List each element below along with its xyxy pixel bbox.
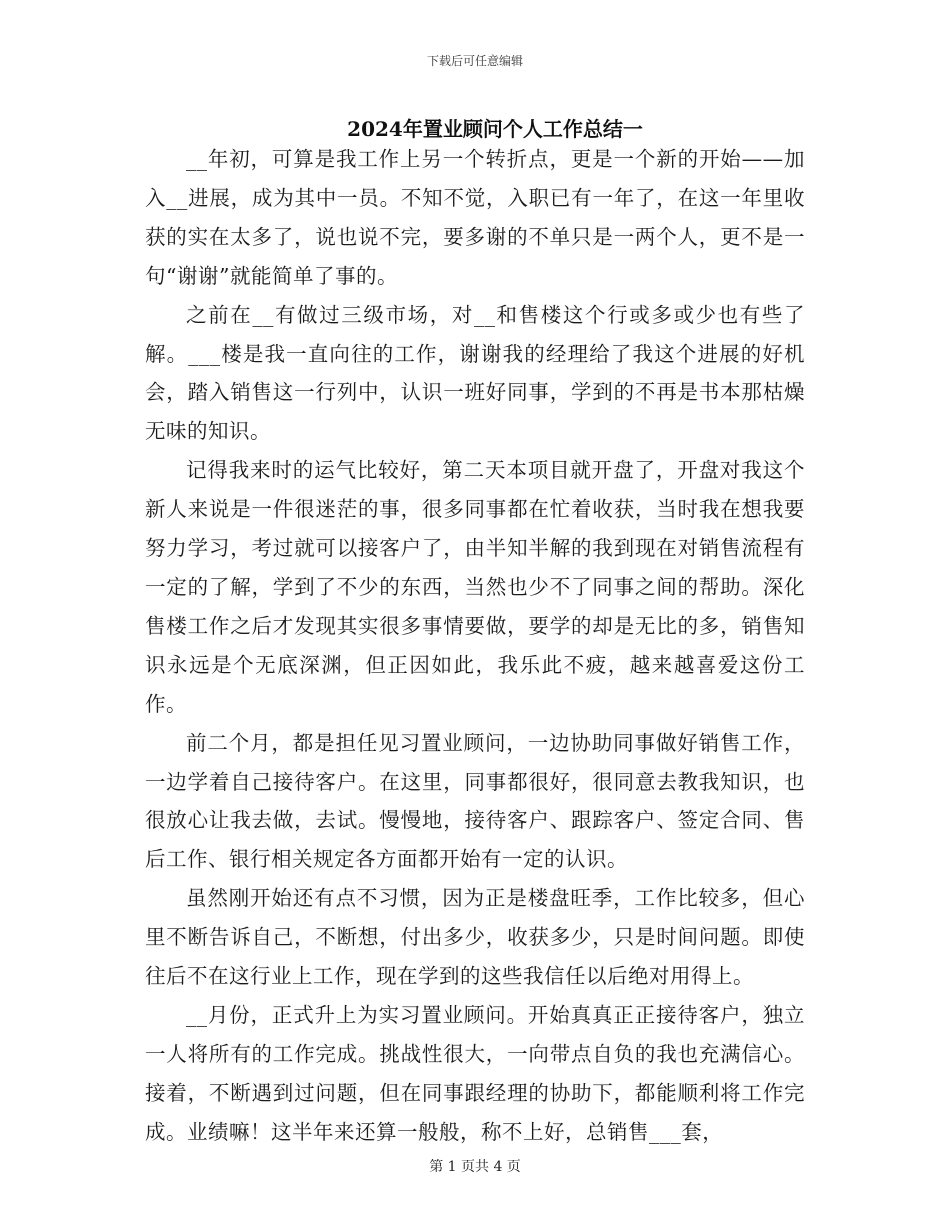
paragraph: 前二个月，都是担任见习置业顾问，一边协助同事做好销售工作，一边学着自己接待客户。在这里，同事都很好，很同意去教我知识，也很放心让我去做，去试。慢慢地，接待客户、跟踪客户、签定合同、售后工作、银行相关规定各方面都开始有一定的认识。: [145, 730, 805, 872]
paragraph: __月份，正式升上为实习置业顾问。开始真真正正接待客户，独立一人将所有的工作完成。挑战性很大，一向带点自负的我也充满信心。接着，不断遇到过问题，但在同事跟经理的协助下，都能顺利将工作完成。业绩嘛！这半年来还算一般般，称不上好，总销售___套，: [145, 1002, 805, 1144]
document-body: [145, 140, 805, 1152]
paragraph: 虽然刚开始还有点不习惯，因为正是楼盘旺季，工作比较多，但心里不断告诉自己，不断想，付出多少，收获多少，只是时间问题。即使往后不在这行业上工作，现在学到的这些我信任以后绝对用得上。: [145, 886, 805, 989]
paragraph: 记得我来时的运气比较好，第二天本项目就开盘了，开盘对我这个新人来说是一件很迷茫的事，很多同事都在忙着收获，当时我在想我要努力学习，考过就可以接客户了，由半知半解的我到现在对销售流程有一定的了解，学到了不少的东西，当然也少不了同事之间的帮助。深化售楼工作之后才发现其实很多事情要做，要学的却是无比的多，销售知识永远是个无底深渊，但正因如此，我乐此不疲，越来越喜爱这份工作。: [145, 458, 805, 716]
page-number-footer: 第 1 页共 4 页: [429, 1159, 521, 1175]
paragraph: 之前在__有做过三级市场，对__和售楼这个行或多或少也有些了解。___楼是我一直向往的工作，谢谢我的经理给了我这个进展的好机会，踏入销售这一行列中，认识一班好同事，学到的不再是书本那枯燥无味的知识。: [145, 302, 805, 444]
document-title: 2024年置业顾问个人工作总结一: [347, 117, 643, 141]
paragraph: __年初，可算是我工作上另一个转折点，更是一个新的开始——加入__进展，成为其中一员。不知不觉，入职已有一年了，在这一年里收获的实在太多了，说也说不完，要多谢的不单只是一两个人，更不是一句“谢谢”就能简单了事的。: [145, 147, 805, 288]
page-header: 下载后可任意编辑: [426, 54, 523, 68]
